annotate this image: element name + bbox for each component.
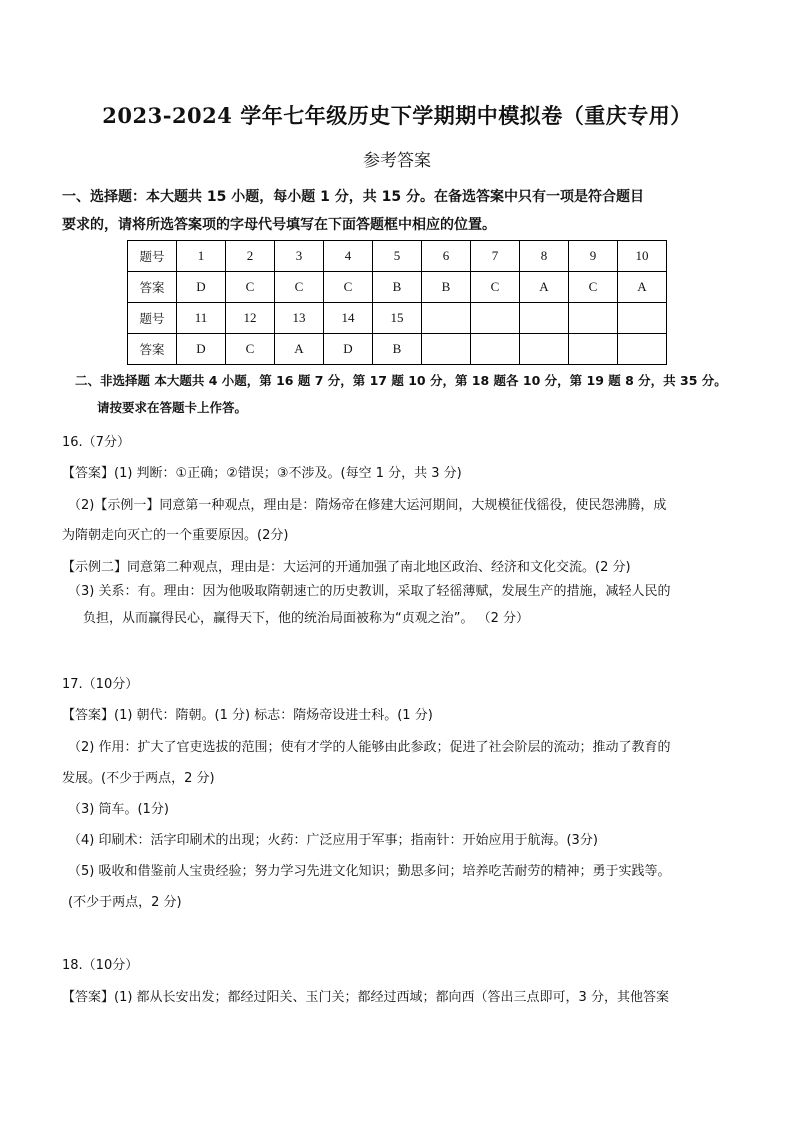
empty-cell xyxy=(471,303,520,334)
answer-cell: D xyxy=(177,334,226,365)
empty-cell xyxy=(569,303,618,334)
question-number: 5 xyxy=(373,241,422,272)
row-label-answer: 答案 xyxy=(128,334,177,365)
question-number: 2 xyxy=(226,241,275,272)
q17-answer-line: （4) 印刷术：活字印刷术的出现；火药：广泛应用于军事；指南针：开始应用于航海。(3分) xyxy=(68,833,598,848)
row-label-question: 题号 xyxy=(128,241,177,272)
q16-answer-line: 为隋朝走向灭亡的一个重要原因。(2分) xyxy=(62,528,289,543)
answer-cell: A xyxy=(275,334,324,365)
q17-answer-line: （3) 筒车。(1分) xyxy=(68,802,169,817)
q17-answer-line: 发展。(不少于两点，2 分) xyxy=(62,771,215,786)
section2-instructions-line1: 二、非选择题 本大题共 4 小题，第 16 题 7 分，第 17 题 10 分，第 18 题各 10 分，第 19 题 8 分，共 35 分。 xyxy=(75,373,727,388)
page-subtitle: 参考答案 xyxy=(363,151,431,171)
question-number: 15 xyxy=(373,303,422,334)
q16-answer-line: 负担，从而赢得民心，赢得天下，他的统治局面被称为“贞观之治”。 （2 分） xyxy=(83,611,530,626)
answer-cell: C xyxy=(226,272,275,303)
section2-instructions-line2: 请按要求在答题卡上作答。 xyxy=(97,400,248,415)
row-label-question: 题号 xyxy=(128,303,177,334)
q16-heading: 16.（7分） xyxy=(62,435,130,450)
section1-instructions-line2: 要求的，请将所选答案项的字母代号填写在下面答题框中相应的位置。 xyxy=(62,217,496,233)
empty-cell xyxy=(520,334,569,365)
answer-cell: C xyxy=(471,272,520,303)
empty-cell xyxy=(618,334,667,365)
page-title: 2023-2024 学年七年级历史下学期期中模拟卷（重庆专用） xyxy=(102,103,692,128)
empty-cell xyxy=(422,334,471,365)
question-number: 3 xyxy=(275,241,324,272)
answer-cell: C xyxy=(569,272,618,303)
q17-answer-line: 【答案】(1) 朝代：隋朝。(1 分) 标志：隋炀帝设进士科。(1 分) xyxy=(62,708,433,723)
empty-cell xyxy=(569,334,618,365)
question-number: 10 xyxy=(618,241,667,272)
q18-heading: 18.（10分） xyxy=(62,958,139,973)
empty-cell xyxy=(422,303,471,334)
table-row xyxy=(128,241,667,272)
answer-cell: C xyxy=(324,272,373,303)
question-number: 1 xyxy=(177,241,226,272)
question-number: 4 xyxy=(324,241,373,272)
table-row xyxy=(128,303,667,334)
q17-answer-line: （5) 吸收和借鉴前人宝贵经验；努力学习先进文化知识；勤思多问；培养吃苦耐劳的精神；勇于实践等。 xyxy=(68,864,671,879)
question-number: 11 xyxy=(177,303,226,334)
question-number: 6 xyxy=(422,241,471,272)
q17-heading: 17.（10分） xyxy=(62,677,139,692)
question-number: 8 xyxy=(520,241,569,272)
question-number: 14 xyxy=(324,303,373,334)
answer-cell: B xyxy=(422,272,471,303)
q16-answer-line: （2)【示例一】同意第一种观点，理由是：隋炀帝在修建大运河期间，大规模征伐徭役，使民怨沸腾，成 xyxy=(68,498,667,513)
table-row xyxy=(128,272,667,303)
answer-cell: D xyxy=(177,272,226,303)
question-number: 13 xyxy=(275,303,324,334)
answer-cell: B xyxy=(373,272,422,303)
q18-answer-line: 【答案】(1) 都从长安出发；都经过阳关、玉门关；都经过西域；都向西（答出三点即可，3 分，其他答案 xyxy=(62,990,669,1005)
answer-cell: A xyxy=(618,272,667,303)
empty-cell xyxy=(520,303,569,334)
question-number: 12 xyxy=(226,303,275,334)
answer-cell: D xyxy=(324,334,373,365)
question-number: 9 xyxy=(569,241,618,272)
answer-table xyxy=(127,240,667,365)
row-label-answer: 答案 xyxy=(128,272,177,303)
section1-instructions-line1: 一、选择题：本大题共 15 小题，每小题 1 分，共 15 分。在备选答案中只有一项是符合题目 xyxy=(62,189,644,205)
answer-cell: C xyxy=(275,272,324,303)
answer-cell: B xyxy=(373,334,422,365)
question-number: 7 xyxy=(471,241,520,272)
q16-answer-line: 【答案】(1) 判断：①正确；②错误；③不涉及。(每空 1 分，共 3 分) xyxy=(62,466,462,481)
q16-answer-line: 【示例二】同意第二种观点，理由是：大运河的开通加强了南北地区政治、经济和文化交流。(2 分) xyxy=(62,560,631,575)
q17-answer-line: （2) 作用：扩大了官吏选拔的范围；使有才学的人能够由此参政；促进了社会阶层的流动；推动了教育的 xyxy=(68,740,671,755)
table-row xyxy=(128,334,667,365)
empty-cell xyxy=(471,334,520,365)
answer-cell: C xyxy=(226,334,275,365)
q17-answer-line: (不少于两点，2 分) xyxy=(68,895,182,910)
answer-cell: A xyxy=(520,272,569,303)
q16-answer-line: （3) 关系：有。理由：因为他吸取隋朝速亡的历史教训，采取了轻徭薄赋，发展生产的措施，减轻人民的 xyxy=(68,584,671,599)
empty-cell xyxy=(618,303,667,334)
